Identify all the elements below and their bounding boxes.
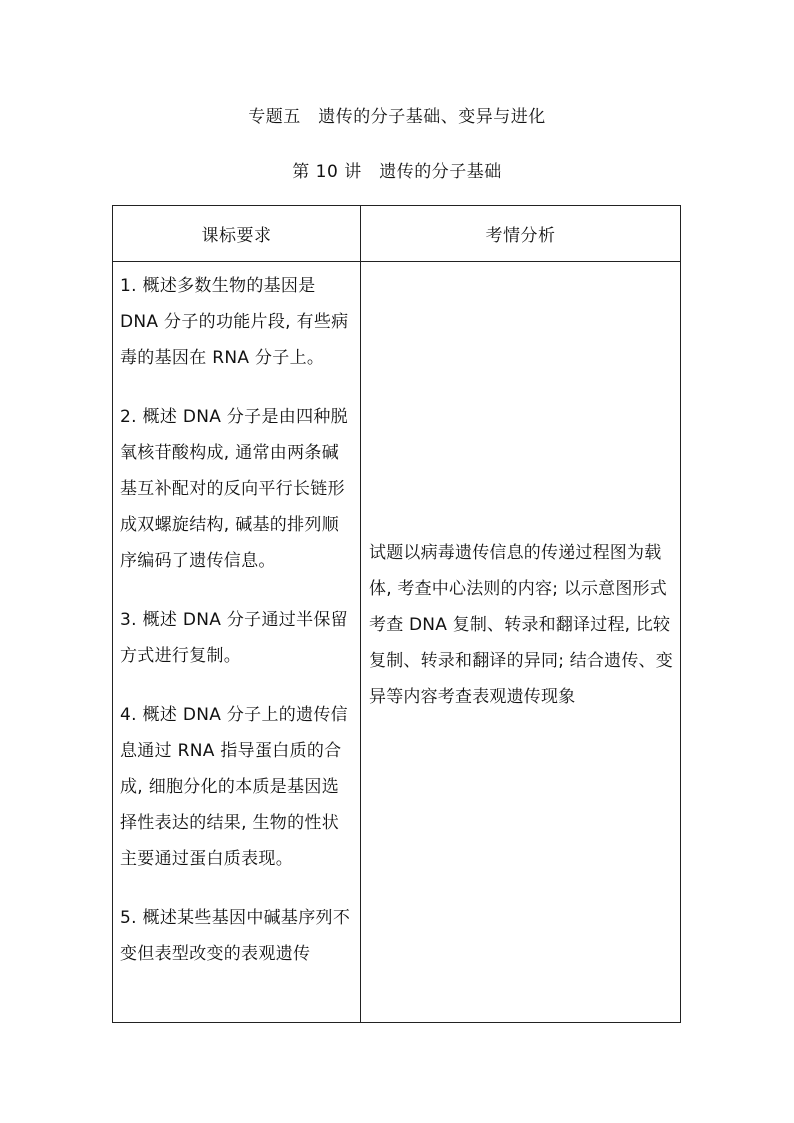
requirement-item: 4. 概述 DNA 分子上的遗传信息通过 RNA 指导蛋白质的合成, 细胞分化的本质是基因选择性表达的结果, 生物的性状主要通过蛋白质表现。 (120, 705, 348, 869)
requirement-item: 5. 概述某些基因中碱基序列不变但表型改变的表观遗传 (120, 908, 351, 964)
requirement-item: 1. 概述多数生物的基因是 DNA 分子的功能片段, 有些病毒的基因在 RNA 分子上。 (120, 276, 349, 368)
header-exam-analysis: 考情分析 (485, 226, 556, 246)
analysis-cell: 试题以病毒遗传信息的传递过程图为载体, 考查中心法则的内容; 以示意图形式考查 DNA 复制、转录和翻译过程, 比较复制、转录和翻译的异同; 结合遗传、变异等内容考查表观遗传现象 (369, 543, 673, 707)
header-divider (113, 261, 680, 262)
header-curriculum-requirements: 课标要求 (201, 226, 272, 246)
requirement-item: 2. 概述 DNA 分子是由四种脱氧核苷酸构成, 通常由两条碱基互补配对的反向平行长链形成双螺旋结构, 碱基的排列顺序编码了遗传信息。 (120, 407, 348, 571)
requirement-item: 3. 概述 DNA 分子通过半保留方式进行复制。 (120, 610, 348, 666)
column-divider (360, 206, 361, 1022)
requirements-table (112, 205, 681, 1023)
requirements-cell (120, 268, 356, 995)
document-title: 专题五 遗传的分子基础、变异与进化 (248, 107, 546, 127)
lesson-subtitle: 第 10 讲 遗传的分子基础 (292, 162, 502, 182)
